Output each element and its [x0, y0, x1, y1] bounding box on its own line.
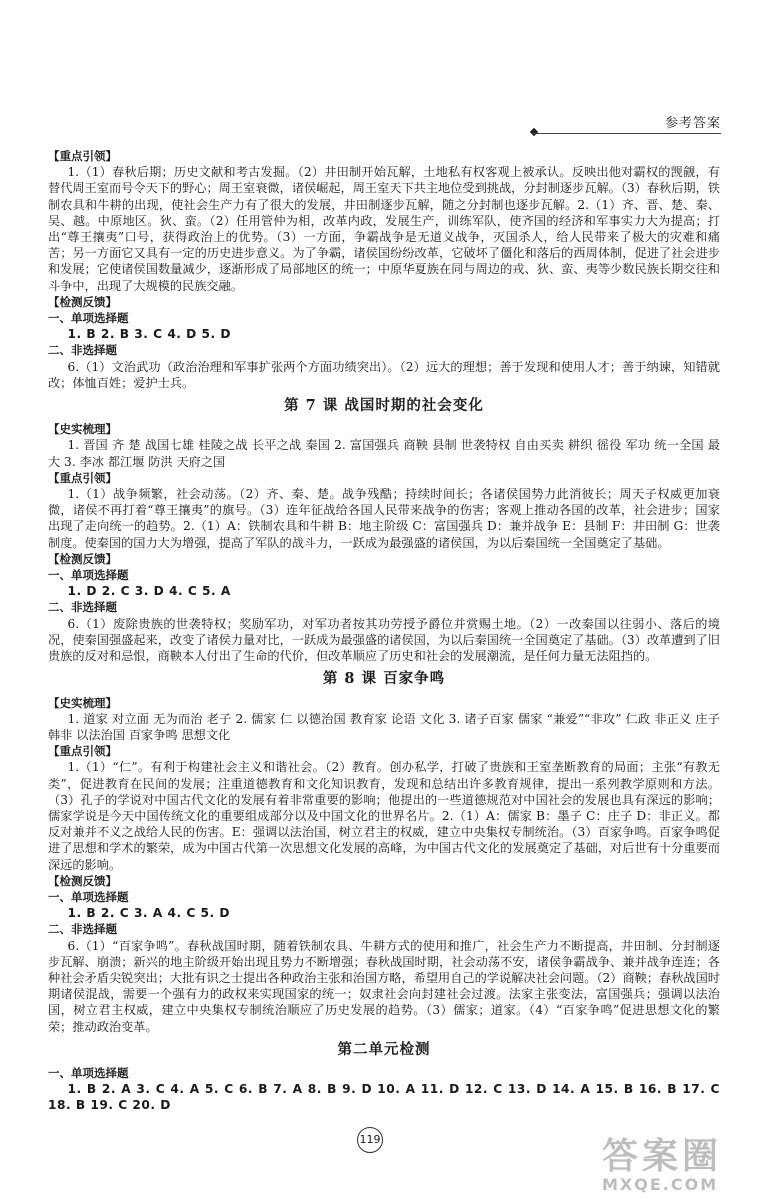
question-type-heading: 一、单项选择题: [48, 1065, 129, 1080]
answer-paragraph: 1.（1）春秋后期；历史文献和考古发掘。（2）井田制开始瓦解，土地私有权客观上被承认。反映出他对霸权的觊觎，有替代周王室而号令天下的野心；周王室衰微，诸侯崛起，周王室天下共主地位受到挑战，分封制逐步瓦解。（3）春秋后期，铁制农具和牛耕的出现，使社会生产力有了很大的发展，井田制逐步瓦解，随之分封制也逐步瓦解。2.（1）齐、晋、楚、秦、吴、越。中原地区。狄、蛮。（2）任用管仲为相，改革内政，发展生产，训练军队，使齐国的经济和军事实力大为提高；打出“尊王攘夷”口号，获得政治上的优势。（3）一方面，争霸战争是无道义战争，灭国杀人，给人民带来了极大的灾难和痛苦；另一方面它又具有一定的历史进步意义。为了争霸，诸侯国纷纷改革，它破坏了僵化和落后的西周体制，促进了社会进步和发展；它使诸侯国数量减少，逐渐形成了局部地区的统一；中原华夏族在同与周边的戎、狄、蛮、夷等少数民族长期交往和斗争中，出现了大规模的民族交融。: [48, 165, 720, 293]
question-type-heading: 二、非选择题: [48, 922, 117, 937]
question-type-heading: 一、单项选择题: [48, 311, 129, 326]
answer-line: 1. B 2. A 3. C 4. A 5. C 6. B 7. A 8. B 9. D 10. A 11. D 12. C 13. D 14. A 15. B 16. B 17. C 18. B 19. C 20. D: [48, 1082, 720, 1113]
watermark-bottom-text: MXQE.COM: [602, 1175, 719, 1194]
section-tag: 【重点引领】: [48, 149, 117, 163]
answer-paragraph: 1.（1）战争频繁，社会动荡。（2）齐、秦、楚。战争残酷；持续时间长；各诸侯国势力此消彼长；周天子权威更加衰微，诸侯不再打着“尊王攘夷”的旗号。（3）连年征战给各国人民带来战争的伤害；客观上推动各国的改革，社会进步；国家出现了走向统一的趋势。2.（1）A：铁制农具和牛耕 B：地主阶级 C：富国强兵 D：兼并战争 E：县制 F：井田制 G：世袭制度。使秦国的国力大为增强，提高了军队的战斗力，一跃成为最强盛的诸侯国，为以后秦国统一全国奠定了基础。: [48, 487, 720, 550]
section-tag: 【史实梳理】: [48, 422, 117, 437]
answer-paragraph: 1. 道家 对立面 无为而治 老子 2. 儒家 仁 以德治国 教育家 论语 文化 3. 诸子百家 儒家 “兼爱”“非攻” 仁政 非正义 庄子 韩非 以法治国 百家争鸣 思想文化: [48, 711, 720, 742]
header-rule: [531, 133, 721, 134]
answer-paragraph: 1.（1）“仁”。有利于构建社会主义和谐社会。（2）教育。创办私学，打破了贵族和王室垄断教育的局面；主张“有教无类”，促进教育在民间的发展；注重道德教育和文化知识教育，发现和总结出许多教育规律，提出一系列教学原则和方法。（3）孔子的学说对中国古代文化的发展有着非常重要的影响；他提出的一些道德规范对中国社会的发展也具有深远的影响；儒家学说是今天中国传统文化的重要组成部分以及中国文化的世界名片。2.（1）A：儒家 B：墨子 C：庄子 D：非正义。都反对兼并不义之战给人民的伤害。E：强调以法治国，树立君主的权威，建立中央集权专制统治。（3）百家争鸣。百家争鸣促进了思想和学术的繁荣，成为中国古代第一次思想文化发展的高峰，为中国古代文化的发展奠定了基础，对后世有十分重要而深远的影响。: [48, 760, 720, 872]
question-type-heading: 一、单项选择题: [48, 889, 129, 904]
page-number: 119: [357, 1127, 383, 1153]
section-tag: 【重点引领】: [48, 744, 117, 759]
header-title: 参考答案: [664, 116, 721, 131]
answer-content: [48, 148, 720, 1114]
watermark-top-text: 答案圈: [602, 1136, 723, 1177]
answer-line: 1. B 2. C 3. A 4. C 5. D: [67, 906, 230, 921]
section-tag: 【检测反馈】: [48, 294, 117, 309]
section-tag: 【检测反馈】: [48, 551, 117, 566]
answer-paragraph: 6.（1）文治武功（政治治理和军事扩张两个方面功绩突出）。（2）远大的理想；善于发现和使用人才；善于纳谏，知错就改；体恤百姓；爱护士兵。: [48, 359, 720, 390]
lesson-title: 第 8 课 百家争鸣: [322, 670, 446, 688]
section-tag: 【检测反馈】: [48, 873, 117, 888]
question-type-heading: 二、非选择题: [48, 343, 117, 358]
diamond-bullet-icon: [530, 128, 538, 136]
question-type-heading: 一、单项选择题: [48, 568, 129, 583]
answer-paragraph: 6.（1）“百家争鸣”。春秋战国时期，随着铁制农具、牛耕方式的使用和推广，社会生产力不断提高，井田制、分封制逐步瓦解、崩溃；新兴的地主阶级开始出现且势力不断增强；春秋战国时期，社会动荡不安，诸侯争霸战争、兼并战争连连；各种社会矛盾尖锐突出；大批有识之士提出各种政治主张和治国方略，希望用自己的学说解决社会问题。（2）商鞅；春秋战国时期诸侯混战，需要一个强有力的政权来实现国家的统一；奴隶社会向封建社会过渡。法家主张变法，富国强兵；强调以法治国，树立君主权威，建立中央集权专制统治顺应了历史发展的趋势。（3）儒家；道家。（4）“百家争鸣”促进思想文化的繁荣；推动政治变革。: [48, 938, 720, 1034]
answer-paragraph: 1. 晋国 齐 楚 战国七雄 桂陵之战 长平之战 秦国 2. 富国强兵 商鞅 县制 世袭特权 自由买卖 耕织 徭役 军功 统一全国 最大 3. 李冰 都江堰 防洪 天府之国: [48, 438, 720, 469]
answer-paragraph: 6.（1）废除贵族的世袭特权；奖励军功，对军功者按其功劳授予爵位并赏赐土地。（2）一改秦国以往弱小、落后的境况，使秦国强盛起来，改变了诸侯力量对比，一跃成为最强盛的诸侯国，为以后秦国统一全国奠定了基础。（3）改革遭到了旧贵族的反对和忌恨，商鞅本人付出了生命的代价，但改革顺应了历史和社会的发展潮流，是任何力量无法阻挡的。: [48, 616, 720, 664]
watermark-logo: [602, 1128, 757, 1194]
answer-line: 1. B 2. B 3. C 4. D 5. D: [67, 327, 232, 342]
page-header: [531, 112, 721, 140]
answer-line: 1. D 2. C 3. D 4. C 5. A: [67, 584, 231, 599]
section-tag: 【史实梳理】: [48, 695, 117, 710]
question-type-heading: 二、非选择题: [48, 600, 117, 615]
section-tag: 【重点引领】: [48, 470, 117, 485]
lesson-title: 第 7 课 战国时期的社会变化: [284, 397, 484, 415]
lesson-title: 第二单元检测: [337, 1040, 431, 1058]
